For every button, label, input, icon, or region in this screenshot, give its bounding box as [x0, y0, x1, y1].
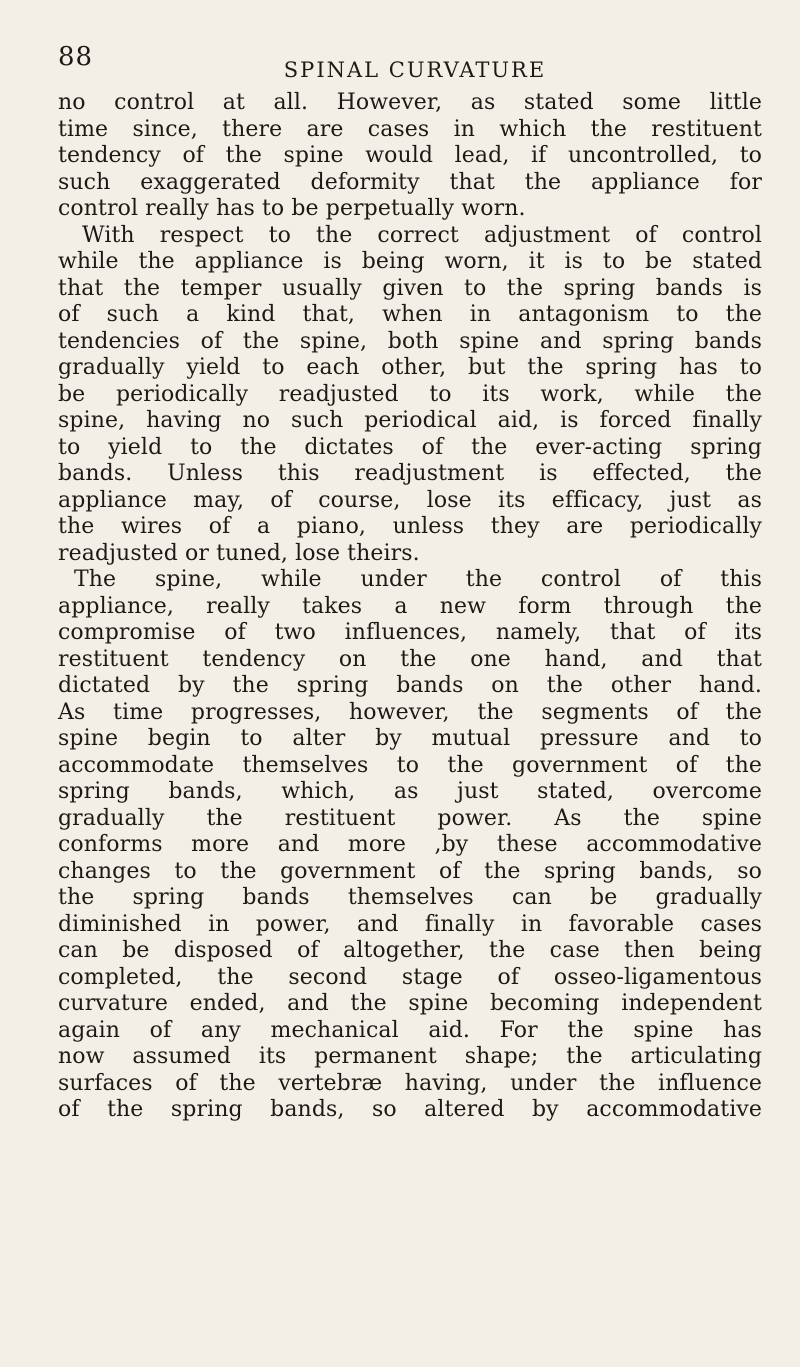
text-line: now assumed its permanent shape; the articulating — [58, 1044, 762, 1069]
text-line: conforms more and more ,by these accommodative — [58, 832, 762, 857]
text-line: bands. Unless this readjustment is effected, the — [58, 461, 762, 486]
text-line: changes to the government of the spring bands, so — [58, 858, 762, 884]
page-number: 88 — [58, 42, 94, 72]
text-line: As time progresses, however, the segments of the — [58, 699, 762, 725]
body-text — [58, 90, 762, 1124]
text-line: the spring bands themselves can be gradually — [58, 885, 762, 910]
text-line: surfaces of the vertebræ having, under the influence — [58, 1070, 762, 1096]
text-line: appliance, really takes a new form through the — [58, 593, 762, 619]
text-line: diminished in power, and finally in favorable cases — [58, 911, 762, 937]
text-line: dictated by the spring bands on the other hand. — [58, 673, 762, 698]
text-line: spine begin to alter by mutual pressure and to — [58, 726, 762, 751]
running-title: SPINAL CURVATURE — [283, 58, 547, 82]
text-line: while the appliance is being worn, it is to be stated — [58, 249, 762, 274]
text-line: can be disposed of altogether, the case then being — [58, 938, 762, 963]
paragraph-first-line: The spine, while under the control of this — [74, 567, 762, 592]
text-line: of such a kind that, when in antagonism to the — [58, 302, 762, 327]
text-line: restituent tendency on the one hand, and that — [58, 646, 762, 672]
text-line: control really has to be perpetually worn. — [58, 196, 526, 221]
text-line: completed, the second stage of osseo-ligamentous — [58, 964, 762, 990]
text-line: tendencies of the spine, both spine and spring bands — [58, 328, 762, 354]
text-line: the wires of a piano, unless they are periodically — [58, 514, 762, 539]
text-line: such exaggerated deformity that the appliance for — [58, 169, 762, 195]
text-line: appliance may, of course, lose its efficacy, just as — [58, 487, 762, 513]
text-line: gradually yield to each other, but the spring has to — [58, 355, 762, 380]
text-line: that the temper usually given to the spring bands is — [58, 275, 762, 301]
text-line: curvature ended, and the spine becoming independent — [58, 991, 762, 1016]
text-line: accommodate themselves to the government of the — [58, 752, 762, 778]
text-line: compromise of two influences, namely, that of its — [58, 620, 762, 645]
text-line: of the spring bands, so altered by accommodative — [58, 1097, 762, 1122]
text-line: time since, there are cases in which the restituent — [58, 116, 762, 142]
paragraph-first-line: With respect to the correct adjustment of control — [82, 222, 762, 248]
text-line: gradually the restituent power. As the spine — [58, 805, 762, 831]
text-line: to yield to the dictates of the ever-acting spring — [58, 434, 762, 460]
text-line: again of any mechanical aid. For the spine has — [58, 1017, 762, 1043]
text-line: tendency of the spine would lead, if uncontrolled, to — [58, 143, 762, 168]
text-line: spine, having no such periodical aid, is forced finally — [58, 408, 762, 433]
text-line: spring bands, which, as just stated, overcome — [58, 779, 762, 804]
text-line: no control at all. However, as stated some little — [58, 90, 762, 115]
text-line: readjusted or tuned, lose theirs. — [58, 540, 420, 566]
text-line: be periodically readjusted to its work, while the — [58, 381, 762, 407]
